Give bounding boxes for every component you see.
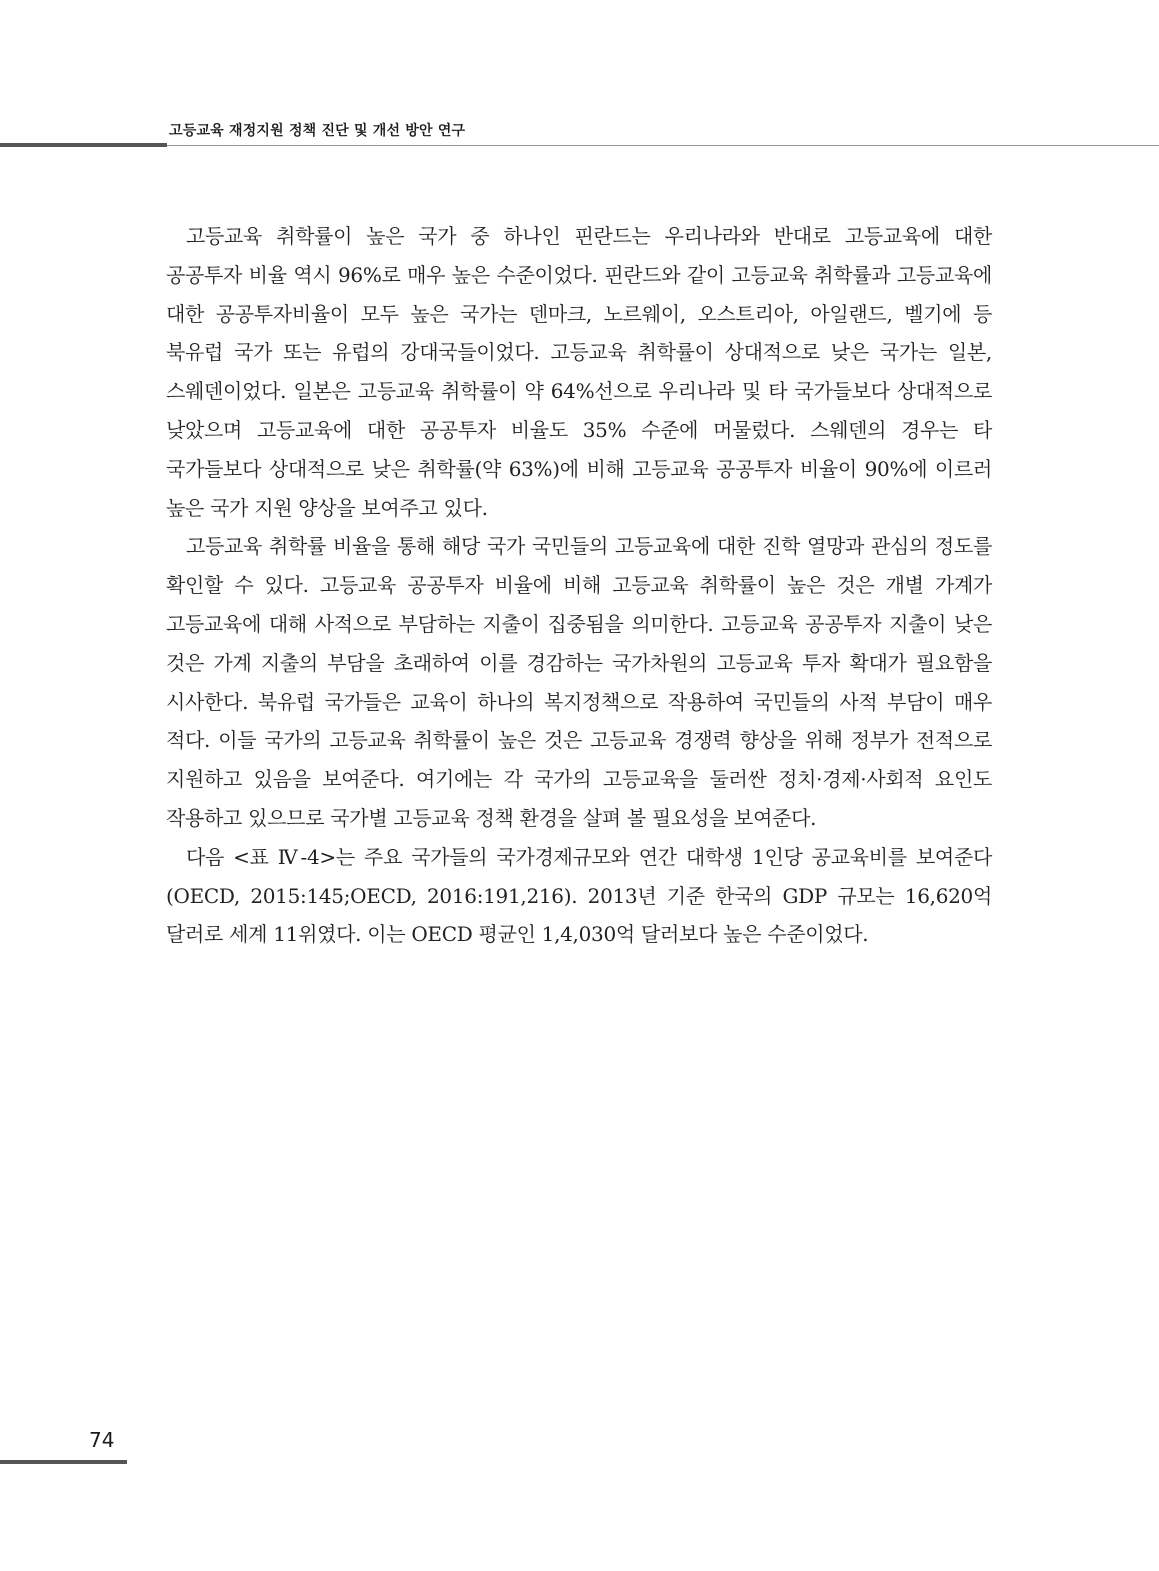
header-rule-thin xyxy=(167,145,1159,146)
paragraph-finland-comparison: 고등교육 취학률이 높은 국가 중 하나인 핀란드는 우리나라와 반대로 고등교육에 대한 공공투자 비율 역시 96%로 매우 높은 수준이었다. 핀란드와 같이 고등교육 취학률과 고등교육에 대한 공공투자비율이 모두 높은 국가는 덴마크, 노르웨이, 오스트리아, 아일랜드, 벨기에 등 북유럽 국가 또는 유럽의 강대국들이었다. 고등교육 취학률이 상대적으로 낮은 국가는 일본, 스웨덴이었다. 일본은 고등교육 취학률이 약 64%선으로 우리나라 및 타 국가들보다 상대적으로 낮았으며 고등교육에 대한 공공투자 비율도 35% 수준에 머물렀다. 스웨덴의 경우는 타 국가들보다 상대적으로 낮은 취학률(약 63%)에 비해 고등교육 공공투자 비율이 90%에 이르러 높은 국가 지원 양상을 보여주고 있다. xyxy=(166,224,992,520)
header-rule-thick xyxy=(0,143,167,147)
paragraph-enrollment-implications: 고등교육 취학률 비율을 통해 해당 국가 국민들의 고등교육에 대한 진학 열망과 관심의 정도를 확인할 수 있다. 고등교육 공공투자 비율에 비해 고등교육 취학률이 높은 것은 개별 가계가 고등교육에 대해 사적으로 부담하는 지출이 집중됨을 의미한다. 고등교육 공공투자 지출이 낮은 것은 가계 지출의 부담을 초래하여 이를 경감하는 국가차원의 고등교육 투자 확대가 필요함을 시사한다. 북유럽 국가들은 교육이 하나의 복지정책으로 작용하여 국민들의 사적 부담이 매우 적다. 이들 국가의 고등교육 취학률이 높은 것은 고등교육 경쟁력 향상을 위해 정부가 전적으로 지원하고 있음을 보여준다. 여기에는 각 국가의 고등교육을 둘러싼 정치·경제·사회적 요인도 작용하고 있으므로 국가별 고등교육 정책 환경을 살펴 볼 필요성을 보여준다. xyxy=(166,534,992,830)
running-header-title: 고등교육 재정지원 정책 진단 및 개선 방안 연구 xyxy=(169,123,466,139)
page-number: 74 xyxy=(89,1428,115,1452)
body-text xyxy=(166,217,992,954)
paragraph-gdp-overview: 다음 <표 Ⅳ-4>는 주요 국가들의 국가경제규모와 연간 대학생 1인당 공교육비를 보여준다 (OECD, 2015:145;OECD, 2016:191,216). 2013년 기준 한국의 GDP 규모는 16,620억 달러로 세계 11위였다. 이는 OECD 평균인 1,4,030억 달러보다 높은 수준이었다. xyxy=(166,844,992,947)
footer-rule xyxy=(0,1460,127,1464)
